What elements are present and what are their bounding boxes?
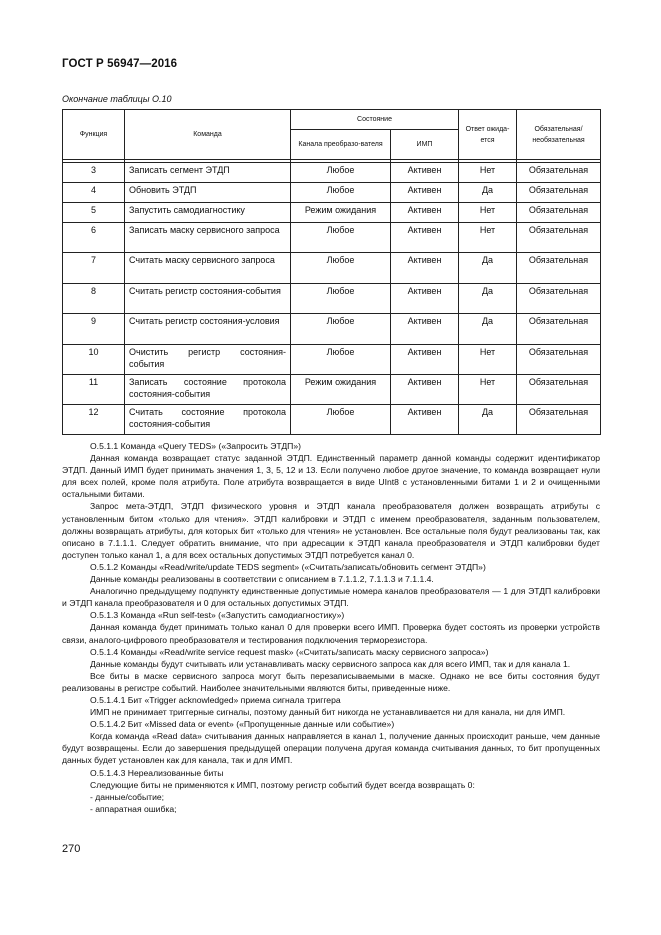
paragraph: О.5.1.2 Команды «Read/write/update TEDS segment» («Считать/записать/обновить сегмент ЭТДП») [90,561,486,572]
list-item: - данные/событие; [90,791,165,802]
cell-response: Да [459,183,517,203]
cell-function: 12 [63,405,125,435]
cell-channel-state: Любое [291,405,391,435]
cell-response: Да [459,253,517,284]
paragraph: О.5.1.3 Команда «Run self-test» («Запустить самодиагностику») [90,610,345,621]
cell-channel-state: Любое [291,314,391,345]
body-text [62,440,600,815]
cell-response: Нет [459,345,517,375]
table-row [63,183,601,203]
cell-function: 7 [63,253,125,284]
cell-function: 10 [63,345,125,375]
header-command: Команда [125,110,291,160]
cell-command: Обновить ЭТДП [125,183,291,203]
paragraph: Данные команды реализованы в соответствии с описанием в 7.1.1.2, 7.1.1.3 и 7.1.1.4. [90,574,434,585]
cell-channel-state: Любое [291,223,391,253]
cell-imp-state: Активен [391,314,459,345]
cell-imp-state: Активен [391,253,459,284]
cell-imp-state: Активен [391,163,459,183]
paragraph: О.5.1.4.1 Бит «Trigger acknowledged» приема сигнала триггера [90,694,341,705]
cell-command: Записать сегмент ЭТДП [125,163,291,183]
table-caption: Окончание таблицы О.10 [62,94,172,104]
table-row [63,405,601,435]
header-response: Ответ ожида-ется [459,110,517,160]
cell-command: Считать маску сервисного запроса [125,253,291,284]
cell-channel-state: Любое [291,253,391,284]
header-function: Функция [63,110,125,160]
header-mandatory: Обязательная/ необязательная [517,110,601,160]
cell-command: Очистить регистр состояния-события [125,345,291,375]
cell-imp-state: Активен [391,375,459,405]
paragraph: О.5.1.4.2 Бит «Missed data or event» («Пропущенные данные или событие») [90,719,395,730]
cell-response: Да [459,405,517,435]
cell-mandatory: Обязательная [517,183,601,203]
cell-imp-state: Активен [391,284,459,314]
cell-command: Считать регистр состояния-события [125,284,291,314]
paragraph: Когда команда «Read data» считывания данных направляется в канал 1, получение данных происходит раньше, чем данные будут возвращены. Если до завершения предыдущей операции получена другая команда считывания данных, то бит пропущенных данных будет установлен как для канала, так и для ИМП. [62,731,600,766]
cell-channel-state: Любое [291,163,391,183]
cell-mandatory: Обязательная [517,345,601,375]
paragraph: Запрос мета-ЭТДП, ЭТДП физического уровня и ЭТДП канала преобразователя должен возвращать атрибуты с установленным битом «только для чтения». ЭТДП калибровки и ЭТДП с именем преобразователя, заданным пользователем, должны возвращать атрибуты, для которых бит «только для чтения» не установлен. Все остальные поля будут реализованы так, как описано в 7.1.1.1. Следует обратить внимание, что при адресации к ЭТДП канала преобразователя и ЭТДП калибровки будет доступен только канал 1, а для всех остальных допустимых ЭТДП потребуется канал 0. [62,501,600,560]
cell-mandatory: Обязательная [517,284,601,314]
header-imp: ИМП [391,130,459,160]
cell-mandatory: Обязательная [517,163,601,183]
paragraph: О.5.1.4.3 Нереализованные биты [90,767,224,778]
cell-function: 3 [63,163,125,183]
cell-command: Запустить самодиагностику [125,203,291,223]
cell-mandatory: Обязательная [517,223,601,253]
table-row [63,163,601,183]
cell-channel-state: Любое [291,284,391,314]
cell-channel-state: Любое [291,345,391,375]
list-item: - аппаратная ошибка; [90,803,177,814]
header-sensor-channel: Канала преобразо-вателя [291,130,391,160]
cell-imp-state: Активен [391,203,459,223]
table-row [63,223,601,253]
cell-response: Нет [459,203,517,223]
table-row [63,253,601,284]
paragraph: Все биты в маске сервисного запроса могут быть перезаписываемыми в маске. Однако не все биты состояния будут реализованы в регистре событий. Наиболее значительными являются биты, приведенные ниже. [62,670,600,693]
cell-imp-state: Активен [391,345,459,375]
cell-command: Считать состояние протокола состояния-события [125,405,291,435]
paragraph: Данная команда будет принимать только канал 0 для проверки всего ИМП. Проверка будет состоять из проверки устройств связи, аналого-цифрового преобразователя и тестирования подключения терморезистора. [62,622,600,645]
paragraph: О.5.1.4 Команды «Read/write service request mask» («Считать/записать маску сервисного запроса») [90,646,489,657]
table-row [63,203,601,223]
cell-command: Записать состояние протокола состояния-события [125,375,291,405]
cell-function: 11 [63,375,125,405]
commands-table [62,109,601,435]
table-row [63,284,601,314]
page-number: 270 [62,843,81,855]
cell-function: 4 [63,183,125,203]
table-row [63,345,601,375]
cell-function: 8 [63,284,125,314]
header-state: Состояние [291,110,459,130]
cell-mandatory: Обязательная [517,405,601,435]
cell-mandatory: Обязательная [517,314,601,345]
standard-header: ГОСТ Р 56947—2016 [62,58,178,70]
cell-function: 6 [63,223,125,253]
cell-command: Записать маску сервисного запроса [125,223,291,253]
cell-mandatory: Обязательная [517,375,601,405]
cell-response: Нет [459,163,517,183]
table-row [63,375,601,405]
cell-imp-state: Активен [391,405,459,435]
paragraph: Данная команда возвращает статус заданной ЭТДП. Единственный параметр данной команды содержит идентификатор ЭТДП. Данный ИМП будет принимать значения 1, 3, 5, 12 и 13. Если получено любое другое значение, то команда возвращает нули для всех полей, кроме поля атрибута. Поле атрибута возвращается в виде UInt8 с установленными битами 1 и 2 и очищенными остальными битами. [62,453,600,500]
paragraph: ИМП не принимает триггерные сигналы, поэтому данный бит никогда не устанавливается ни для канала, ни для ИМП. [90,707,566,718]
cell-imp-state: Активен [391,183,459,203]
cell-response: Нет [459,223,517,253]
cell-channel-state: Режим ожидания [291,203,391,223]
paragraph: Следующие биты не применяются к ИМП, поэтому регистр событий будет всегда возвращать 0: [90,779,475,790]
cell-command: Считать регистр состояния-условия [125,314,291,345]
cell-response: Да [459,284,517,314]
cell-response: Да [459,314,517,345]
paragraph: Аналогично предыдущему подпункту единственные допустимые номера каналов преобразователя — 1 для ЭТДП калибровки и ЭТДП канала преобразователя и 0 для остальных допустимых ЭТДП. [62,586,600,609]
cell-function: 9 [63,314,125,345]
cell-channel-state: Любое [291,183,391,203]
cell-channel-state: Режим ожидания [291,375,391,405]
cell-mandatory: Обязательная [517,203,601,223]
paragraph: Данные команды будут считывать или устанавливать маску сервисного запроса как для всего ИМП, так и для канала 1. [90,658,571,669]
cell-function: 5 [63,203,125,223]
cell-mandatory: Обязательная [517,253,601,284]
cell-imp-state: Активен [391,223,459,253]
paragraph: О.5.1.1 Команда «Query TEDS» («Запросить ЭТДП») [90,441,301,451]
cell-response: Нет [459,375,517,405]
table-row [63,314,601,345]
